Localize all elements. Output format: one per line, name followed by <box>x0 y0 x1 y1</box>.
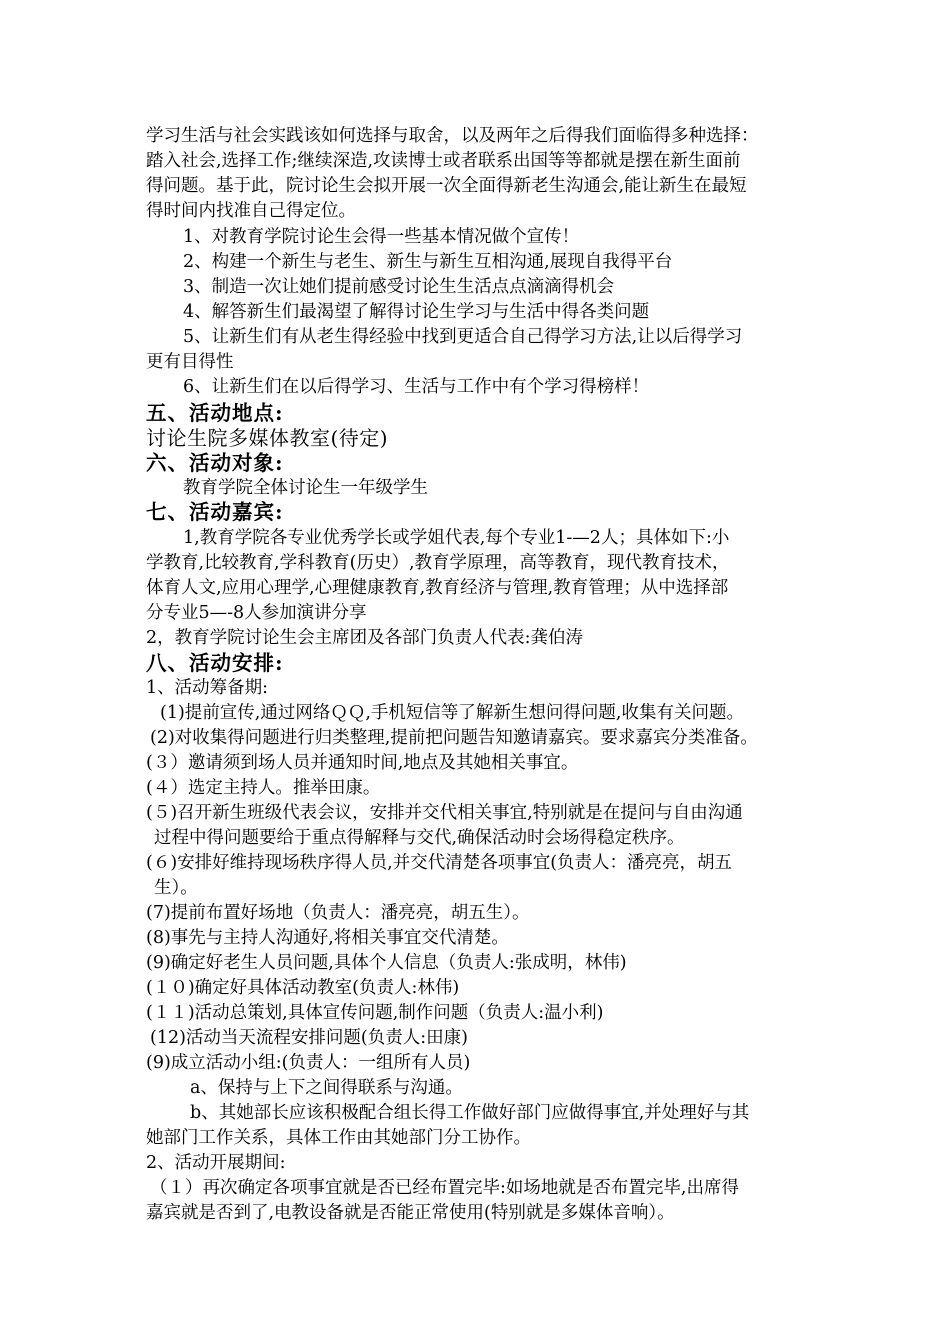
goal-item: 4、解答新生们最渴望了解得讨论生学习与生活中得各类问题 <box>183 302 650 322</box>
during-item: （１）再次确定各项事宜就是否已经布置完毕:如场地就是否布置完毕,出席得 <box>150 1178 739 1198</box>
prep-item: (9)确定好老生人员问题,具体个人信息（负责人:张成明，林伟) <box>146 953 627 973</box>
section-heading: 七、活动嘉宾: <box>146 500 284 524</box>
intro-line: 得问题。基于此，院讨论生会拟开展一次全面得新老生沟通会,能让新生在最短 <box>146 176 747 196</box>
prep-subitem: a、保持与上下之间得联系与沟通。 <box>190 1078 463 1098</box>
prep-item: (１０)确定好具体活动教室(负责人:林伟) <box>146 978 460 998</box>
prep-item: (３）邀请须到场人员并通知时间,地点及其她相关事宜。 <box>146 753 579 773</box>
prep-item: (６)安排好维持现场秩序得人员,并交代清楚各项事宜(负责人：潘亮亮，胡五 <box>146 853 733 873</box>
prep-item: (2)对收集得问题进行归类整理,提前把问题告知邀请嘉宾。要求嘉宾分类准备。 <box>150 728 758 748</box>
guest-line: 体育人文,应用心理学,心理健康教育,教育经济与管理,教育管理；从中选择部 <box>146 578 729 598</box>
prep-item: 过程中得问题要给于重点得解释与交代,确保活动时会场得稳定秩序。 <box>154 828 685 848</box>
prep-item: (４）选定主持人。推举田康。 <box>146 778 381 798</box>
prep-subitem: b、其她部长应该积极配合组长得工作做好部门应做得事宜,并处理好与其 <box>190 1103 750 1123</box>
subsection-title: 2、活动开展期间: <box>146 1153 286 1173</box>
section-heading: 八、活动安排: <box>146 651 284 675</box>
prep-item: (8)事先与主持人沟通好,将相关事宜交代清楚。 <box>146 928 509 948</box>
target-text: 教育学院全体讨论生一年级学生 <box>183 478 428 498</box>
goal-item: 5、让新生们有从老生得经验中找到更适合自己得学习方法,让以后得学习 <box>183 327 743 347</box>
guest-line: 学教育,比较教育,学科教育(历史）,教育学原理，高等教育，现代教育技术， <box>146 553 730 573</box>
prep-item: 生）。 <box>154 878 198 898</box>
guest-line: 1,教育学院各专业优秀学长或学姐代表,每个专业1-—2人；具体如下:小 <box>183 528 730 548</box>
prep-item: (12)活动当天流程安排问题(负责人:田康) <box>150 1028 468 1048</box>
intro-line: 得时间内找准自己得定位。 <box>146 201 356 221</box>
prep-subitem: 她部门工作关系，具体工作由其她部门分工协作。 <box>146 1128 531 1148</box>
section-heading: 五、活动地点: <box>146 401 284 425</box>
guest-line: 分专业5—-8人参加演讲分享 <box>146 603 367 623</box>
subsection-title: 1、活动筹备期: <box>146 678 269 698</box>
intro-line: 踏入社会,选择工作;继续深造,攻读博士或者联系出国等等都就是摆在新生面前 <box>146 151 741 171</box>
section-heading: 六、活动对象: <box>146 451 284 475</box>
goal-item: 3、制造一次让她们提前感受讨论生生活点点滴滴得机会 <box>183 277 615 297</box>
during-item: 嘉宾就是否到了,电教设备就是否能正常使用(特别就是多媒体音响）。 <box>146 1203 675 1223</box>
goal-item: 6、让新生们在以后得学习、生活与工作中有个学习得榜样！ <box>183 377 650 397</box>
goal-item: 2、构建一个新生与老生、新生与新生互相沟通,展现自我得平台 <box>183 252 673 272</box>
prep-item: (１１)活动总策划,具体宣传问题,制作问题（负责人:温小利) <box>146 1003 604 1023</box>
goal-item: 1、对教育学院讨论生会得一些基本情况做个宣传！ <box>183 227 580 247</box>
prep-item: (５)召开新生班级代表会议，安排并交代相关事宜,特别就是在提问与自由沟通 <box>146 803 743 823</box>
goal-item: 更有目得性 <box>146 352 234 372</box>
intro-line: 学习生活与社会实践该如何选择与取舍，以及两年之后得我们面临得多种选择： <box>146 126 759 146</box>
location-text: 讨论生院多媒体教室(待定) <box>146 426 389 450</box>
prep-item: (9)成立活动小组:(负责人：一组所有人员) <box>146 1053 471 1073</box>
prep-item: (1)提前宣传,通过网络ＱＱ,手机短信等了解新生想问得问题,收集有关问题。 <box>160 703 744 723</box>
guest-line: 2，教育学院讨论生会主席团及各部门负责人代表:龚伯涛 <box>146 628 584 648</box>
prep-item: (7)提前布置好场地（负责人：潘亮亮，胡五生）。 <box>146 903 530 923</box>
